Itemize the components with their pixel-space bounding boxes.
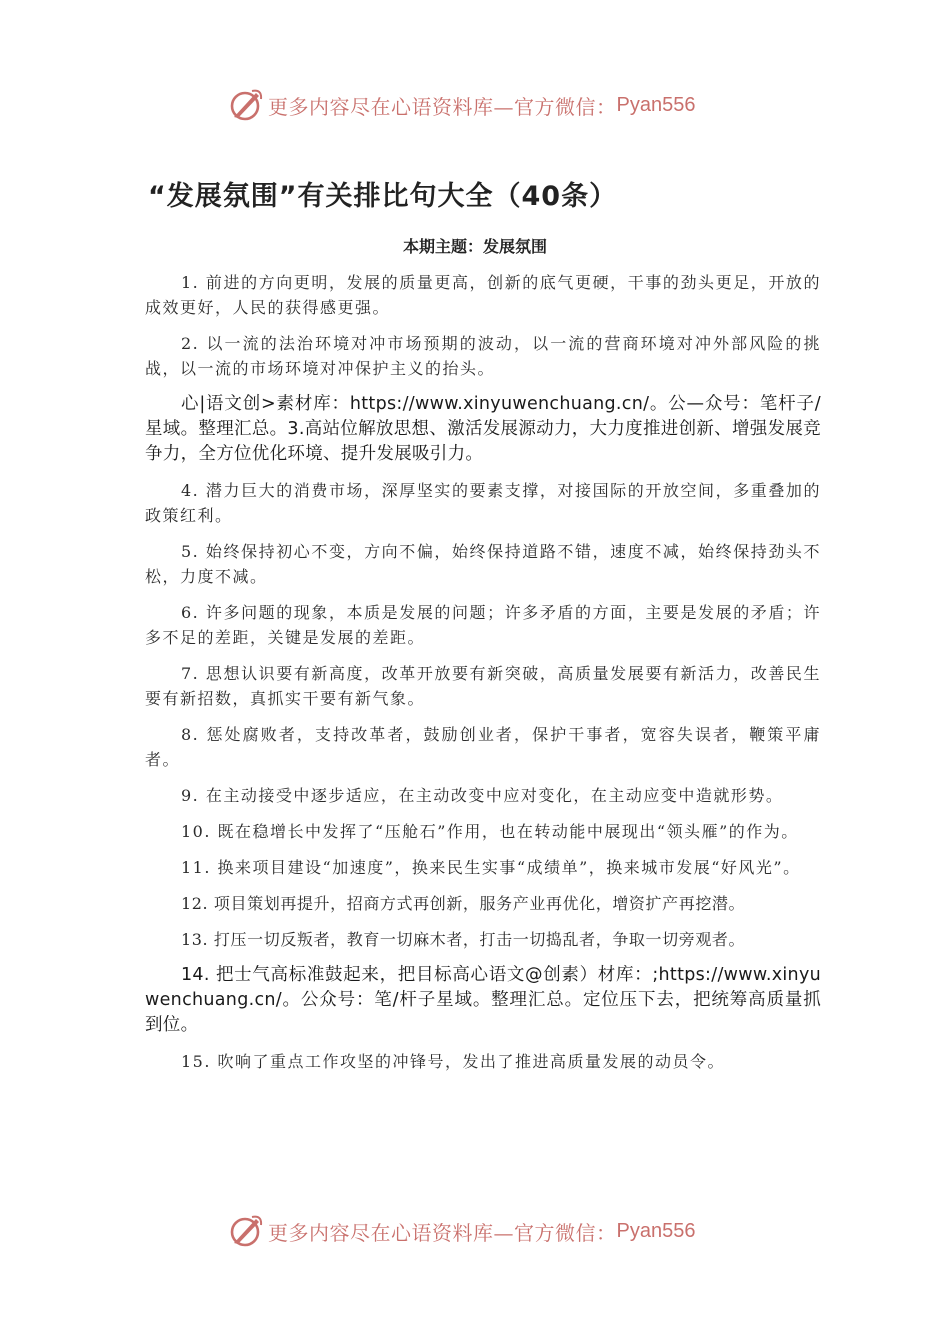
watermark-wechat-id: Pyan556 xyxy=(616,1219,696,1242)
quill-logo-icon xyxy=(228,1213,264,1249)
paragraph-2: 2. 以一流的法治环境对冲市场预期的波动，以一流的营商环境对冲外部风险的挑战，以一流的市场环境对冲保护主义的抬头。 xyxy=(145,334,821,378)
watermark-banner-bottom xyxy=(228,1211,728,1251)
paragraph-7: 7. 思想认识要有新高度，改革开放要有新突破，高质量发展要有新活力，改善民生要有新招数，真抓实干要有新气象。 xyxy=(145,664,821,708)
watermark-banner-top xyxy=(228,85,728,125)
document-title: “发展氛围”有关排比句大全（40条） xyxy=(148,181,618,212)
paragraph-11: 11. 换来项目建设“加速度”，换来民生实事“成绩单”，换来城市发展“好风光”。 xyxy=(181,858,801,877)
paragraph-13: 13. 打压一切反叛者，教育一切麻木者，打击一切捣乱者，争取一切旁观者。 xyxy=(181,930,746,949)
watermark-text: 更多内容尽在心语资料库—官方微信： xyxy=(268,94,617,119)
paragraph-4: 4. 潜力巨大的消费市场，深厚坚实的要素支撑，对接国际的开放空间，多重叠加的政策红利。 xyxy=(145,481,821,525)
quill-logo-icon xyxy=(228,87,264,123)
watermark-text: 更多内容尽在心语资料库—官方微信： xyxy=(268,1220,617,1245)
paragraph-9: 9. 在主动接受中逐步适应，在主动改变中应对变化，在主动应变中造就形势。 xyxy=(181,786,784,805)
paragraph-14: 14. 把士气高标准鼓起来，把目标高心语文@创素）材库：;https://www.xinyuwenchuang.cn/。公众号：笔/杆子星域。整理汇总。定位压下去，把统筹高质量抓到位。 xyxy=(145,965,821,1035)
paragraph-12: 12. 项目策划再提升，招商方式再创新，服务产业再优化，增资扩产再挖潜。 xyxy=(181,894,746,913)
paragraph-5: 5. 始终保持初心不变，方向不偏，始终保持道路不错，速度不减，始终保持劲头不松，力度不减。 xyxy=(145,542,821,586)
paragraph-10: 10. 既在稳增长中发挥了“压舱石”作用，也在转动能中展现出“领头雁”的作为。 xyxy=(181,822,799,841)
paragraph-1: 1. 前进的方向更明，发展的质量更高，创新的底气更硬，干事的劲头更足，开放的成效更好，人民的获得感更强。 xyxy=(145,273,821,317)
document-body xyxy=(145,270,821,1085)
paragraph-6: 6. 许多问题的现象，本质是发展的问题；许多矛盾的方面，主要是发展的矛盾；许多不足的差距，关键是发展的差距。 xyxy=(145,603,821,647)
document-subtitle: 本期主题：发展氛围 xyxy=(402,237,547,256)
paragraph-3: 心|语文创>素材库：https://www.xinyuwenchuang.cn/。公—众号：笔杆子/星域。整理汇总。3.高站位解放思想、激活发展源动力，大力度推进创新、增强发展竞争力，全方位优化环境、提升发展吸引力。 xyxy=(145,394,821,464)
paragraph-8: 8. 惩处腐败者，支持改革者，鼓励创业者，保护干事者，宽容失误者，鞭策平庸者。 xyxy=(145,725,821,769)
paragraph-15: 15. 吹响了重点工作攻坚的冲锋号，发出了推进高质量发展的动员令。 xyxy=(181,1052,726,1071)
watermark-wechat-id: Pyan556 xyxy=(616,93,696,116)
